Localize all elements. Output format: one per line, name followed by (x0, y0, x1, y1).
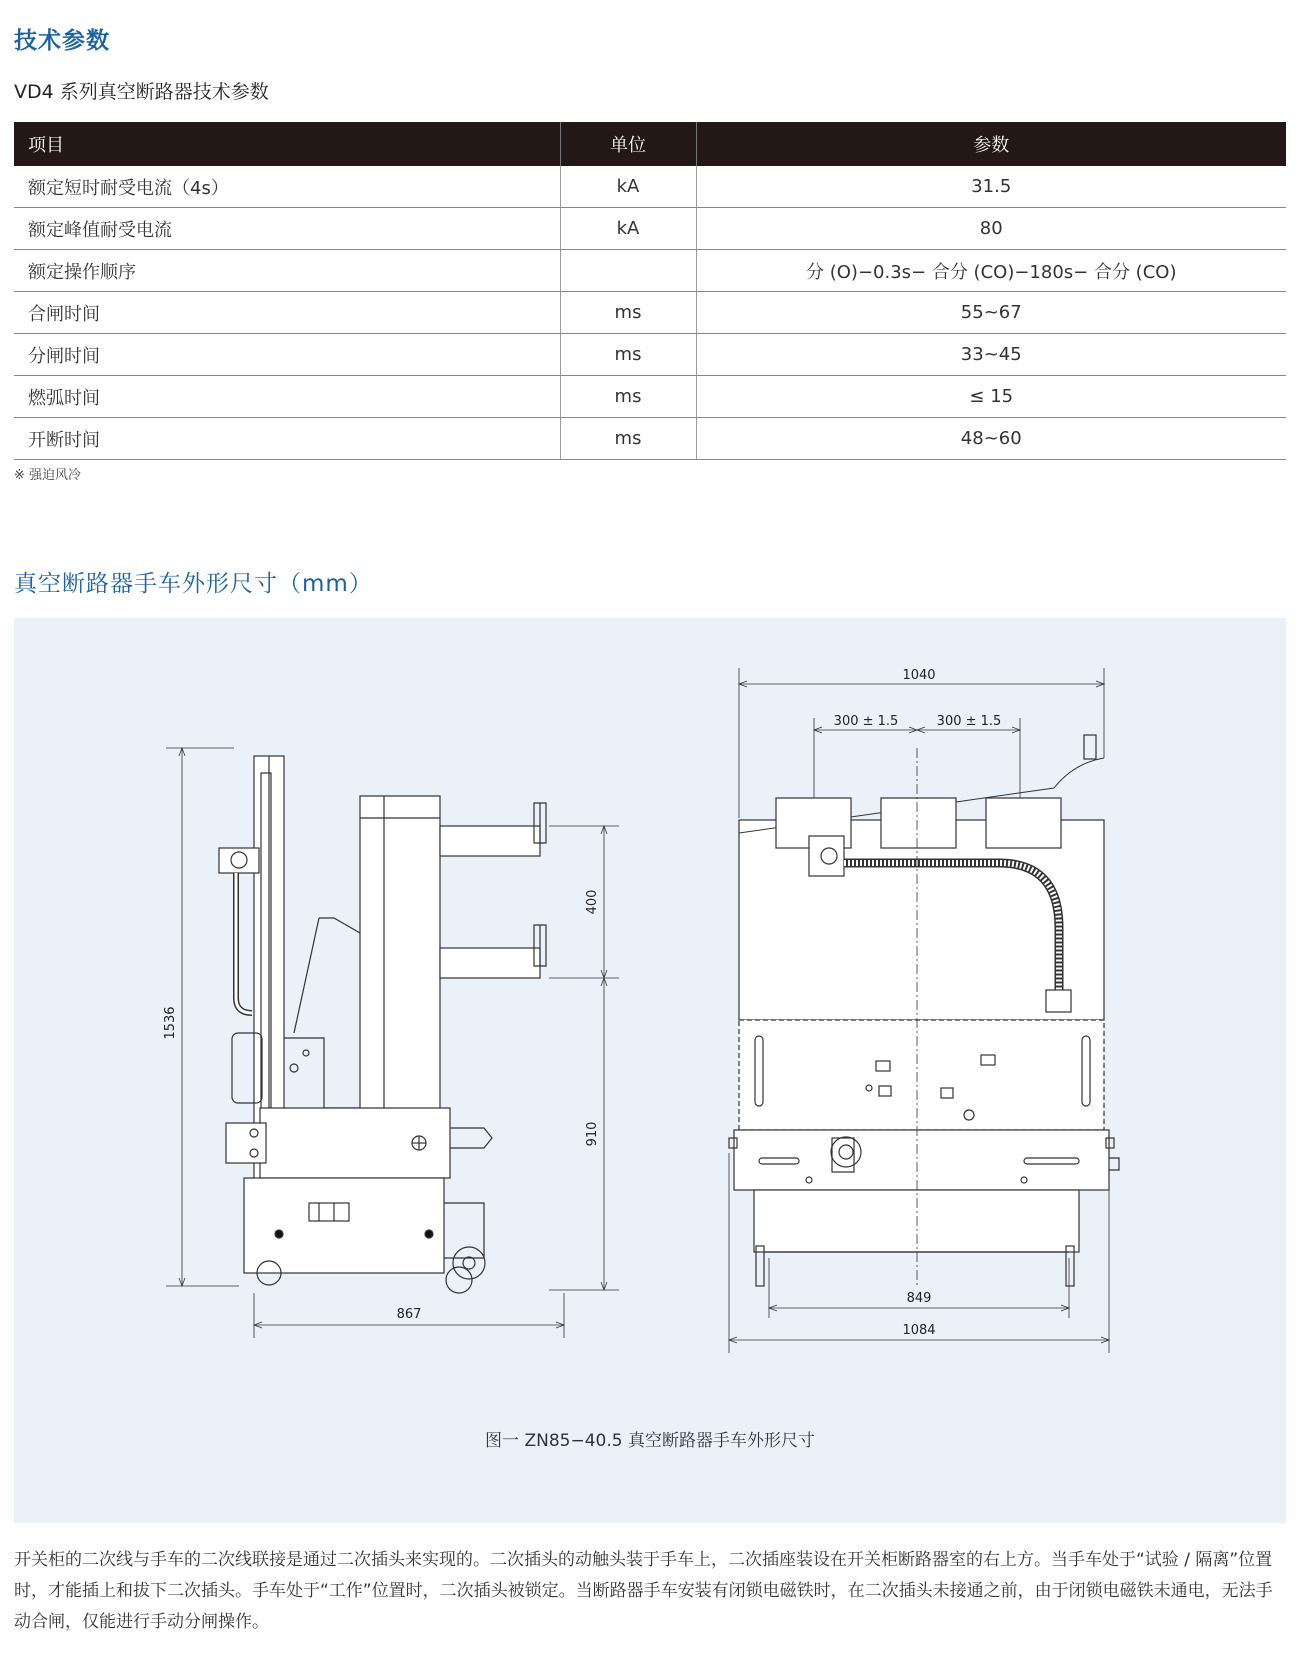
description-paragraph: 开关柜的二次线与手车的二次线联接是通过二次插头来实现的。二次插头的动触头装于手车上，二次插座装设在开关柜断路器室的右上方。当手车处于“试验 / 隔离”位置时，才能插上和拔下二次插头。手车处于“工作”位置时，二次插头被锁定。当断路器手车安装有闭锁电磁铁时，在二次插头未接通之前，由于闭锁电磁铁未通电，无法手动合闸，仅能进行手动分闸操作。 (14, 1550, 1273, 1632)
section-title-dimensions: 真空断路器手车外形尺寸（mm） (14, 571, 373, 597)
spec-table (14, 122, 1286, 460)
row-unit: kA (560, 166, 696, 208)
table-header-row (14, 122, 1286, 166)
row-unit: ms (560, 376, 696, 418)
figure-panel (14, 618, 1286, 1523)
row-value: 分 (O)−0.3s− 合分 (CO)−180s− 合分 (CO) (696, 250, 1286, 292)
table-row (14, 376, 1286, 418)
dim-width-bottom: 1084 (902, 1323, 936, 1338)
dimension-drawing (14, 618, 1286, 1523)
row-unit: ms (560, 334, 696, 376)
dim-lower-height: 910 (585, 1121, 600, 1147)
row-value: 80 (696, 208, 1286, 250)
row-unit: ms (560, 292, 696, 334)
table-row (14, 334, 1286, 376)
row-unit (560, 250, 696, 292)
side-view (166, 748, 619, 1338)
table-subtitle: VD4 系列真空断路器技术参数 (14, 81, 269, 103)
section-title-specs: 技术参数 (14, 28, 110, 54)
row-item: 燃弧时间 (14, 376, 560, 418)
dim-depth: 867 (396, 1307, 422, 1322)
table-note: ※ 强迫风冷 (14, 468, 82, 483)
row-item: 开断时间 (14, 418, 560, 460)
row-unit: kA (560, 208, 696, 250)
dim-width-top: 1040 (902, 668, 936, 683)
row-item: 额定峰值耐受电流 (14, 208, 560, 250)
figure-caption: 图一 ZN85−40.5 真空断路器手车外形尺寸 (485, 1431, 815, 1451)
table-row (14, 166, 1286, 208)
row-item: 分闸时间 (14, 334, 560, 376)
row-value: 31.5 (696, 166, 1286, 208)
row-value: ≤ 15 (696, 376, 1286, 418)
header-item: 项目 (14, 122, 560, 166)
header-unit: 单位 (560, 122, 696, 166)
header-value: 参数 (696, 122, 1286, 166)
dim-pitch-left: 300 ± 1.5 (833, 714, 899, 729)
table-row (14, 250, 1286, 292)
row-value: 55~67 (696, 292, 1286, 334)
front-view (729, 668, 1119, 1353)
row-value: 48~60 (696, 418, 1286, 460)
row-unit: ms (560, 418, 696, 460)
row-item: 额定操作顺序 (14, 250, 560, 292)
row-value: 33~45 (696, 334, 1286, 376)
dim-wheel-track: 849 (906, 1291, 932, 1306)
table-row (14, 292, 1286, 334)
table-row (14, 208, 1286, 250)
row-item: 额定短时耐受电流（4s） (14, 166, 560, 208)
dim-height-total: 1536 (163, 1006, 178, 1040)
dim-pitch-right: 300 ± 1.5 (936, 714, 1002, 729)
dim-phase-spacing: 400 (585, 889, 600, 915)
row-item: 合闸时间 (14, 292, 560, 334)
table-row (14, 418, 1286, 460)
